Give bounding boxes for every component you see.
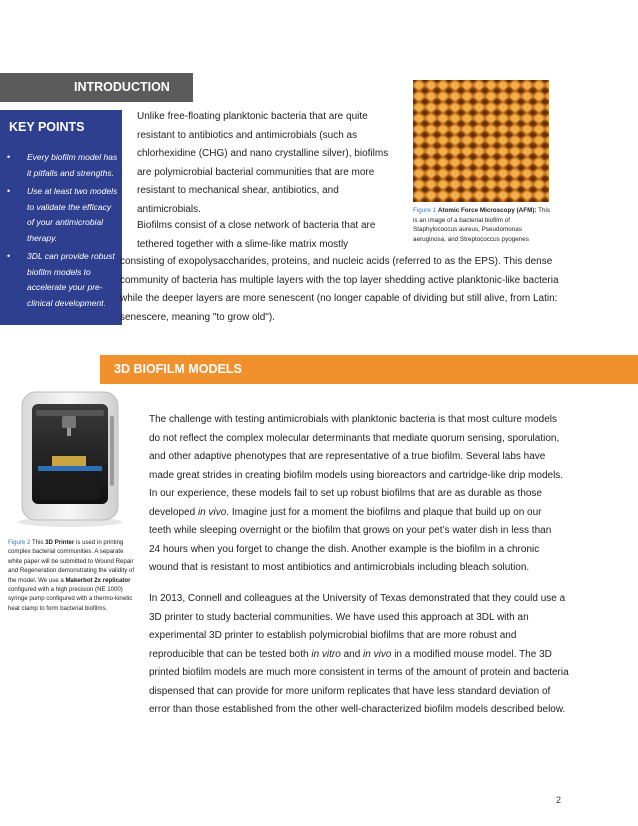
figure-1-title: Atomic Force Microscopy (AFM): bbox=[437, 207, 537, 214]
key-point-item: • Every biofilm model has it pitfalls and strengths. bbox=[7, 150, 119, 181]
figure-2-replicator-name: Makerbot 2x replicator bbox=[65, 576, 131, 584]
models-p1-emphasis: in vivo bbox=[197, 506, 227, 518]
models-section-bar bbox=[100, 355, 638, 384]
3d-printer-image bbox=[10, 386, 130, 529]
intro-paragraph-2-start: Biofilms consist of a close network of bacteria that are tethered together with a slime-like matrix mostly bbox=[137, 220, 376, 250]
models-paragraph-1 bbox=[149, 411, 564, 578]
page-number: 2 bbox=[556, 795, 562, 805]
models-p1-text-b: . Imagine just for a moment the biofilms and plaque that build up on our teeth while sleeping overnight or the biofilm that grows on your pet’s water dish in less than 24 hours when you forget to change the dish. Another example is the biofilm in a chronic wound that is resistant to most antibiotics and antimicrobials including bleach solution. bbox=[149, 506, 552, 573]
models-p2-text-a: In 2013, Connell and colleagues at the University of Texas demonstrated that they could use a 3D printer to study bacterial communities. We have used this approach at 3DL with an experimental 3D printer to establish polymicrobial biofilms that are more robust and reproducible that can be tested both bbox=[149, 593, 566, 660]
key-point-item: • 3DL can provide robust biofilm models to accelerate your pre-clinical development. bbox=[7, 249, 119, 311]
models-p2-and: and bbox=[343, 648, 361, 660]
models-heading: 3D BIOFILM MODELS bbox=[114, 362, 242, 376]
introduction-section-bar bbox=[0, 73, 193, 102]
afm-biofilm-image bbox=[413, 80, 549, 202]
key-points-list bbox=[7, 150, 119, 314]
figure-1-text: This is an image of a bacterial biofilm of Staphylococcus aureus, Pseudomonas aeruginosa, and Streptococcus pyogenes bbox=[413, 207, 551, 243]
figure-1-caption bbox=[413, 206, 553, 244]
models-paragraph-2 bbox=[149, 590, 569, 720]
figure-2-text-post: configured with a high precision (NE 1000) syringe pump configured with a thermo-kinetic heat clamp to form bacterial biofilms. bbox=[8, 586, 133, 612]
figure-1-label: Figure 1 bbox=[413, 207, 437, 214]
models-p2-text-b: in a modified mouse model. The 3D printed biofilm models are much more consistent in terms of the amount of protein and bacteria dispensed that can provide for more uniform replicates that have less standard deviation of error than those established from the other well-characterized biofilm models described below. bbox=[149, 648, 569, 715]
key-points-title: KEY POINTS bbox=[9, 120, 85, 134]
intro-paragraph-1: Unlike free-floating planktonic bacteria that are quite resistant to antibiotics and antimicrobials (such as chlorhexidine (CHG) and nano crystalline silver), biofilms are polymicrobial bacterial communities that are more resistant to mechanical shear, antibiotics, and antimicrobials. bbox=[137, 111, 389, 215]
models-p2-emphasis-1: in vitro bbox=[311, 648, 341, 660]
figure-2-printer-name: 3D Printer bbox=[45, 539, 75, 546]
figure-2-label: Figure 2 bbox=[8, 539, 31, 546]
models-p1-text-a: The challenge with testing antimicrobials with planktonic bacteria is that most culture models do not reflect the complex molecular determinants that mediate quorum sensing, sporulation, and other adaptive phenotypes that are representative of a true biofilm. Several labs have made great strides in creating biofilm models using bioreactors and cartridge-like drip models. In our experience, these models fail to set up robust biofilms that are as durable as those developed bbox=[149, 414, 564, 518]
key-points-box bbox=[0, 110, 122, 325]
models-p2-emphasis-2: in vivo bbox=[363, 648, 392, 660]
key-point-item: • Use at least two models to validate the efficacy of your antimicrobial therapy. bbox=[7, 184, 119, 246]
intro-paragraph-2-continued: consisting of exopolysaccharides, proteins, and nucleic acids (referred to as the EPS). This dense community of bacteria has multiple layers with the top layer shedding active planktonic-like bacteria while the deeper layers are more senescent (no longer capable of dividing but still alive, from Latin: senescere, meaning "to grow old"). bbox=[120, 256, 559, 323]
figure-2-text-mid: is used in printing complex bacterial communities. A separate white paper will be submitted to Wound Repair and Regeneration demonstrating the validity of the model. We use a bbox=[8, 539, 135, 584]
figure-2-text-pre: This bbox=[31, 539, 44, 546]
figure-2-caption bbox=[8, 538, 138, 613]
introduction-heading: INTRODUCTION bbox=[74, 80, 170, 94]
